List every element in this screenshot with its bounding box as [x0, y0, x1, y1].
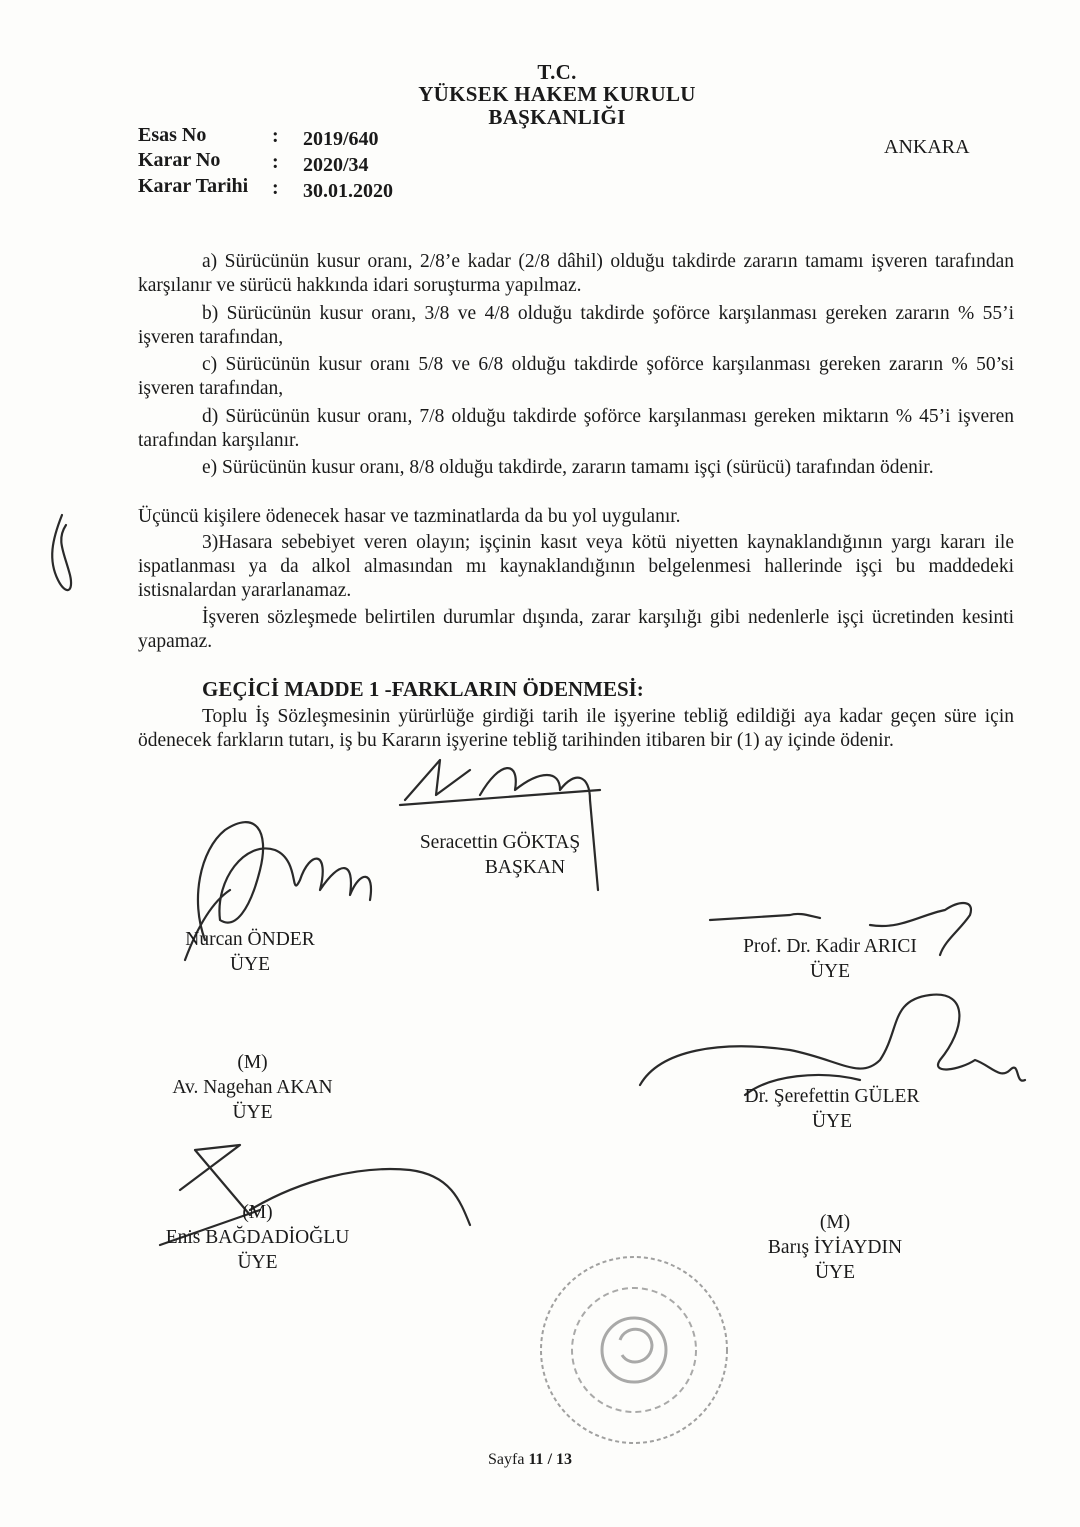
esas-value: 2019/640 — [303, 128, 379, 150]
page-total: 13 — [556, 1451, 573, 1468]
signature-guler — [640, 995, 1025, 1095]
signatory-guler-name: Dr. Şerefettin GÜLER — [744, 1086, 920, 1107]
signatory-bagdadioglu — [145, 1200, 370, 1275]
signatory-guler-role: ÜYE — [811, 1111, 853, 1132]
signatory-goktas-role: BAŞKAN — [484, 857, 566, 878]
paragraph-e-text: e) Sürücünün kusur oranı, 8/8 olduğu takdirde, zararın tamamı işçi (sürücü) tarafından ödenir. — [202, 457, 934, 478]
page-label: Sayfa — [488, 1451, 525, 1468]
official-seal — [541, 1257, 727, 1443]
signatory-iyiaydin — [735, 1210, 935, 1285]
paragraph-b-text: b) Sürücünün kusur oranı, 3/8 ve 4/8 olduğu takdirde şoförce karşılanması gereken zararın % 55’i işveren tarafından, — [138, 303, 1014, 348]
paragraph-c-text: c) Sürücünün kusur oranı 5/8 ve 6/8 olduğu takdirde şoförce karşılanması gereken zararın % 50’si işveren tarafından, — [138, 354, 1014, 399]
signatory-akan-prefix: (M) — [237, 1052, 268, 1073]
tarih-value: 30.01.2020 — [303, 180, 393, 202]
paragraph-isveren-text: İşveren sözleşmede belirtilen durumlar dışında, zarar karşılığı gibi nedenlerle işçi ücretinden kesinti yapamaz. — [138, 607, 1014, 652]
page-separator: / — [547, 1451, 553, 1468]
paragraph-third-parties: Üçüncü kişilere ödenecek hasar ve tazminatlarda da bu yol uygulanır. — [138, 506, 681, 527]
esas-label: Esas No — [138, 124, 207, 146]
signatory-onder-role: ÜYE — [229, 954, 271, 975]
karar-colon: : — [272, 151, 279, 173]
signatory-guler — [722, 1084, 942, 1134]
signatory-arici-name: Prof. Dr. Kadir ARICI — [743, 936, 917, 957]
paragraph-a-text: a) Sürücünün kusur oranı, 2/8’e kadar (2/8 dâhil) olduğu takdirde zararın tamamı işveren tarafından karşılanır ve sürücü hakkında idari soruşturma yapılmaz. — [138, 251, 1014, 296]
margin-initial-mark — [52, 515, 71, 590]
header-institution: YÜKSEK HAKEM KURULU — [418, 82, 696, 106]
header-tc: T.C. — [537, 60, 577, 84]
paragraph-d-text: d) Sürücünün kusur oranı, 7/8 olduğu takdirde şoförce karşılanması gereken miktarın % 45’i işveren tarafından karşılanır. — [138, 406, 1014, 451]
page-number — [488, 1451, 572, 1469]
gecici-madde-title: GEÇİCİ MADDE 1 -FARKLARIN ÖDENMESİ: — [202, 677, 644, 701]
header-city: ANKARA — [884, 136, 970, 158]
karar-label: Karar No — [138, 149, 221, 171]
signatory-iyiaydin-role: ÜYE — [814, 1262, 856, 1283]
signatory-akan-role: ÜYE — [232, 1102, 273, 1123]
signatory-goktas — [400, 830, 600, 880]
gecici-madde-body: Toplu İş Sözleşmesinin yürürlüğe girdiği tarih ile işyerine tebliğ edildiği aya kadar geçen süre için ödenecek farkların tutarı, iş bu Kararın işyerine tebliğ tarihinden itibaren bir (1) ay içinde ödenir. — [138, 706, 1014, 751]
karar-value: 2020/34 — [303, 154, 369, 176]
page-current: 11 — [528, 1451, 544, 1468]
signatory-iyiaydin-prefix: (M) — [819, 1212, 851, 1233]
tarih-label: Karar Tarihi — [138, 175, 249, 197]
paragraph-3-text: 3)Hasara sebebiyet veren olayın; işçinin kasıt veya kötü niyetten kaynaklandığının yargı kararı ile ispatlanması ya da alkol almasından mı kaynaklandığının belgelenmesi hallerinde işçi bu maddedeki istisnalardan yararlanamaz. — [138, 532, 1014, 601]
tarih-colon: : — [272, 177, 279, 199]
signatory-goktas-name: Seracettin GÖKTAŞ — [419, 832, 581, 853]
signatory-arici — [715, 934, 945, 984]
signatory-iyiaydin-name: Barış İYİAYDIN — [767, 1237, 903, 1258]
signatory-arici-role: ÜYE — [809, 961, 851, 982]
header-department: BAŞKANLIĞI — [488, 105, 626, 129]
signatory-bagdadioglu-prefix: (M) — [242, 1202, 273, 1223]
esas-colon: : — [272, 125, 279, 147]
signatory-akan — [145, 1050, 360, 1125]
signatory-akan-name: Av. Nagehan AKAN — [172, 1077, 333, 1098]
signatory-onder — [165, 927, 335, 977]
signatory-onder-name: Nurcan ÖNDER — [185, 929, 315, 950]
signatory-bagdadioglu-name: Enis BAĞDADİOĞLU — [165, 1227, 350, 1248]
signatory-bagdadioglu-role: ÜYE — [237, 1252, 278, 1273]
